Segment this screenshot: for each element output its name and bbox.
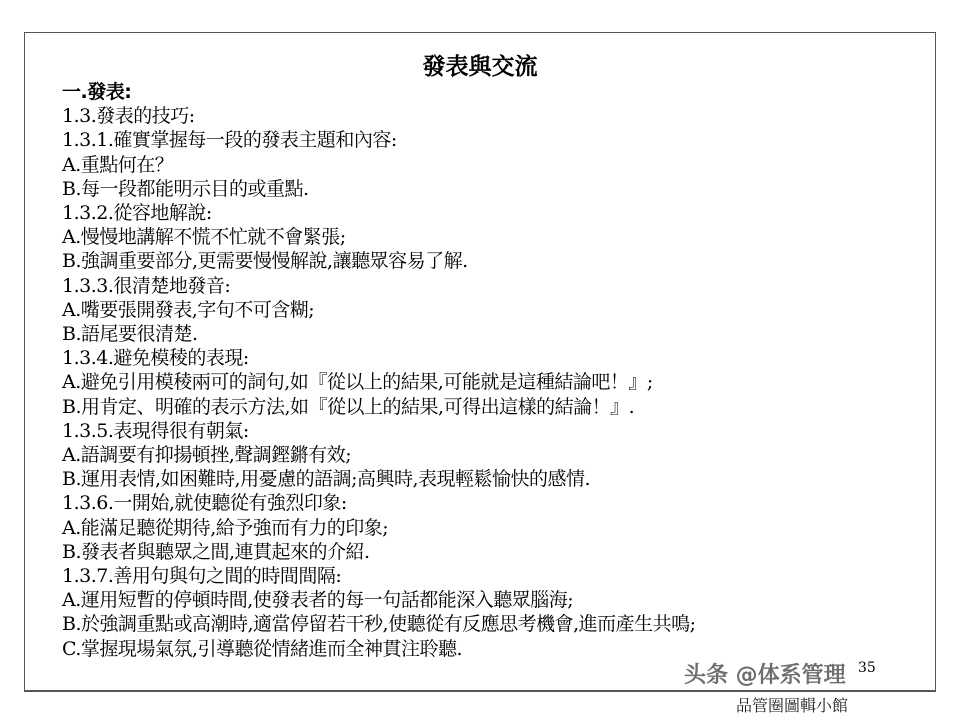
body-line: 1.3.5.表現得很有朝氣: — [62, 419, 249, 442]
body-line: 1.3.6.一開始,就使聽從有強烈印象: — [62, 492, 347, 515]
body-line: A.語調要有抑揚頓挫,聲調鏗鏘有效; — [62, 444, 352, 467]
footer-text: 品管圈圖輯小館 — [736, 696, 849, 715]
page-number: 35 — [858, 660, 876, 676]
body-line: B.發表者與聽眾之間,連貫起來的介紹. — [62, 540, 370, 563]
watermark: 头条 @体系管理 — [684, 663, 846, 688]
body-line: B.用肯定、明確的表示方法,如『從以上的結果,可得出這樣的結論！』. — [62, 395, 635, 418]
body-line: 1.3.4.避免模稜的表現: — [62, 347, 249, 370]
body-line: B.語尾要很清楚. — [62, 323, 198, 346]
body-line: C.掌握現場氣氛,引導聽從情緒進而全神貫注聆聽. — [62, 637, 462, 660]
body-line: A.慢慢地講解不慌不忙就不會緊張; — [62, 226, 346, 249]
body-line: 1.3.1.確實掌握每一段的發表主題和內容: — [62, 129, 397, 152]
body-line: 1.3.2.從容地解說: — [62, 202, 212, 225]
body-line: A.運用短暫的停頓時間,使發表者的每一句話都能深入聽眾腦海; — [62, 589, 574, 612]
body-line: 一.發表: — [62, 81, 132, 103]
body-line: 1.3.發表的技巧: — [62, 105, 195, 128]
body-line: A.能滿足聽從期待,給予強而有力的印象; — [62, 516, 389, 539]
body-line: 1.3.7.善用句與句之間的時間間隔: — [62, 565, 342, 588]
body-line: A.嘴要張開發表,字句不可含糊; — [62, 298, 315, 321]
body-line: B.於強調重點或高潮時,適當停留若干秒,使聽從有反應思考機會,進而產生共鳴; — [62, 613, 696, 636]
slide-title: 發表與交流 — [422, 54, 538, 80]
slide-body — [62, 80, 696, 661]
body-line: B.強調重要部分,更需要慢慢解說,讓聽眾容易了解. — [62, 250, 468, 273]
body-line: 1.3.3.很清楚地發音: — [62, 274, 231, 297]
body-line: B.運用表情,如困難時,用憂慮的語調;高興時,表現輕鬆愉快的感情. — [62, 468, 591, 491]
body-line: A.避免引用模稜兩可的詞句,如『從以上的結果,可能就是這種結論吧！』; — [62, 371, 653, 394]
body-line: A.重點何在？ — [62, 153, 174, 176]
body-line: B.每一段都能明示目的或重點. — [62, 177, 309, 200]
